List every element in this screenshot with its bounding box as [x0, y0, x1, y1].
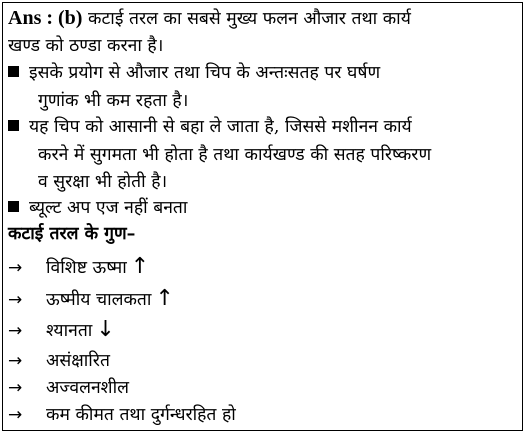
property-item: [8, 319, 115, 342]
property-text: कम कीमत तथा दुर्गन्धरहित हो: [46, 405, 236, 425]
answer-line-2: [8, 35, 163, 57]
right-arrow-icon: →: [8, 258, 23, 278]
bullet-2-text-2: करने में सुगमता भी होता है तथा कार्यखण्ड की सतह परिष्करण: [38, 145, 432, 165]
property-item: [8, 288, 174, 311]
bullet-3-line-1: [8, 197, 187, 219]
property-item: [8, 256, 149, 279]
down-arrow-icon: ↓: [96, 317, 115, 342]
properties-heading: [8, 223, 135, 245]
property-text: अज्वलनशील: [46, 378, 129, 398]
answer-text-2: खण्ड को ठण्डा करना है।: [8, 36, 164, 56]
bullet-1-text-2: गुणांक भी कम रहता है।: [38, 91, 189, 111]
property-item: [8, 350, 110, 372]
square-bullet-icon: [8, 120, 19, 131]
right-arrow-icon: →: [8, 378, 23, 398]
bullet-1-text-1: इसके प्रयोग से औजार तथा चिप के अन्तःसतह पर घर्षण: [29, 63, 381, 83]
bullet-2-text-3: व सुरक्षा भी होती है।: [38, 172, 168, 192]
right-arrow-icon: →: [8, 351, 23, 371]
right-arrow-icon: →: [8, 321, 23, 341]
up-arrow-icon: ↑: [130, 254, 150, 279]
property-text: ऊष्मीय चालकता: [46, 290, 152, 310]
property-item: [8, 404, 236, 426]
answer-text-1: कटाई तरल का सबसे मुख्य फलन औजार तथा कार्य: [88, 9, 411, 29]
property-text: असंक्षारित: [46, 351, 110, 371]
property-text: विशिष्ट ऊष्मा: [46, 258, 127, 278]
bullet-3-text-1: ब्यूल्ट अप एज नहीं बनता: [29, 198, 188, 218]
square-bullet-icon: [8, 201, 19, 212]
properties-heading-text: कटाई तरल के गुण–: [8, 224, 136, 244]
square-bullet-icon: [8, 66, 19, 77]
property-text: श्यानता: [46, 321, 93, 341]
bullet-1-line-1: [8, 62, 380, 84]
right-arrow-icon: →: [8, 405, 23, 425]
answer-line-1: [8, 7, 411, 30]
bullet-1-line-2: [38, 90, 188, 112]
right-arrow-icon: →: [8, 290, 23, 310]
bullet-2-line-1: [8, 116, 412, 138]
up-arrow-icon: ↑: [155, 286, 174, 311]
bullet-2-text-1: यह चिप को आसानी से बहा ले जाता है, जिससे मशीनन कार्य: [29, 117, 412, 137]
property-item: [8, 377, 129, 399]
bullet-2-line-2: [38, 144, 431, 166]
answer-label: Ans : (b): [8, 7, 83, 29]
bullet-2-line-3: [38, 171, 167, 193]
